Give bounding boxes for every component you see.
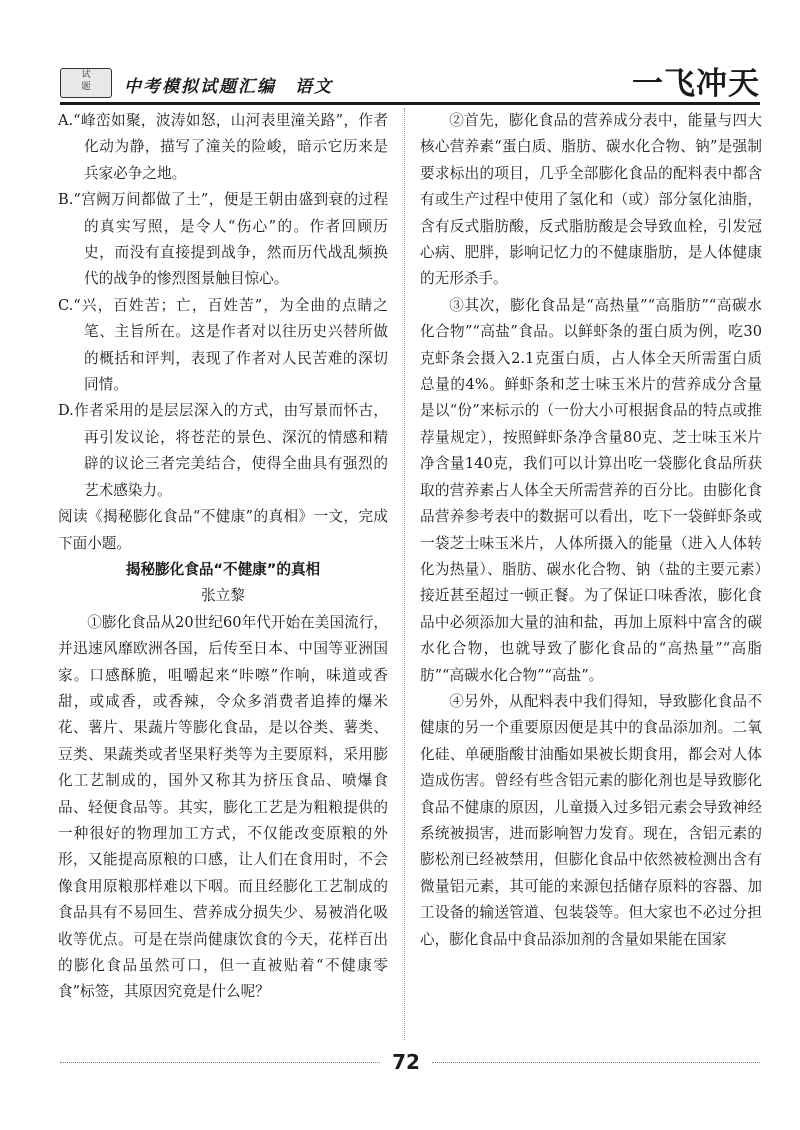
series-logo-badge [60, 68, 112, 98]
page-header [60, 58, 760, 102]
page-number: 72 [392, 1050, 420, 1074]
article-paragraph-4: ④另外，从配料表中我们得知，导致膨化食品不健康的另一个重要原因便是其中的食品添加剂。二氧化硅、单硬脂酸甘油酯如果被长期食用，都会对人体造成伤害。曾经有些含铝元素的膨化剂也是导致膨化食品不健康的原因，儿童摄入过多铝元素会导致神经系统被损害，进而影响智力发育。现在，含铝元素的膨松剂已经被禁用，但膨化食品中依然被检测出含有微量铝元素，其可能的来源包括储存原料的容器、加工设备的输送管道、包装袋等。但大家也不必过分担心，膨化食品中食品添加剂的含量如果能在国家 [420, 692, 762, 948]
article-author: 张立黎 [201, 587, 245, 605]
footer-dotted-line-right [432, 1062, 760, 1064]
brand-logo: 一飞冲天 [632, 66, 760, 102]
article-title: 揭秘膨化食品“不健康”的真相 [125, 560, 321, 578]
footer-dotted-line-left [60, 1062, 380, 1064]
option-d: D.作者采用的是层层深入的方式，由写景而怀古，再引发议论，将苍茫的景色、深沉的情感和精辟的议论三者完美结合，使得全曲具有强烈的艺术感染力。 [58, 402, 388, 499]
column-divider [404, 108, 406, 1040]
article-paragraph-2: ②首先，膨化食品的营养成分表中，能量与四大核心营养素“蛋白质、脂肪、碳水化合物、钠”是强制要求标出的项目，几乎全部膨化食品的配料表中都含有或生产过程中使用了氢化和（或）部分氢化油脂，含有反式脂肪酸，反式脂肪酸是会导致血栓，引发冠心病、肥胖，影响记忆力的不健康脂肪，是人体健康的无形杀手。 [420, 112, 762, 288]
header-rule [60, 102, 760, 105]
badge-char: 试 [81, 70, 91, 80]
article-paragraph-3: ③其次，膨化食品是“高热量”“高脂肪”“高碳水化合物”“高盐”食品。以鲜虾条的蛋白质为例，吃30克虾条会摄入2.1克蛋白质，占人体全天所需蛋白质总量的4%。鲜虾条和芝士味玉米片的营养成分含量是以“份”来标示的（一份大小可根据食品的特点或推荐量规定），按照鲜虾条净含量80克、芝士味玉米片净含量140克，我们可以计算出吃一袋膨化食品所获取的营养素占人体全天所需营养的百分比。由膨化食品营养参考表中的数据可以看出，吃下一袋鲜虾条或一袋芝士味玉米片，人体所摄入的能量（进入人体转化为热量）、脂肪、碳水化合物、钠（盐的主要元素）接近甚至超过一顿正餐。为了保证口味香浓，膨化食品中必须添加大量的油和盐，再加上原料中富含的碳水化合物，也就导致了膨化食品的“高热量”“高脂肪”“高碳水化合物”“高盐”。 [420, 296, 762, 684]
option-a: A.“峰峦如聚，波涛如怒，山河表里潼关路”，作者化动为静，描写了潼关的险峻，暗示它历来是兵家必争之地。 [58, 112, 388, 182]
reading-task-instruction: 阅读《揭秘膨化食品“不健康”的真相》一文，完成下面小题。 [58, 508, 388, 552]
article-paragraph-1: ①膨化食品从20世纪60年代开始在美国流行，并迅速风靡欧洲各国，后传至日本、中国等亚洲国家。口感酥脆，咀嚼起来“咔嚓”作响，味道或香甜，或咸香，或香辣，令众多消费者追捧的爆米花、薯片、果蔬片等膨化食品，是以谷类、薯类、豆类、果蔬类或者坚果籽类等为主要原料，采用膨化工艺制成的，国外又称其为挤压食品、喷爆食品、轻便食品等。其实，膨化工艺是为粗粮提供的一种很好的物理加工方式，不仅能改变原粮的外形，又能提高原粮的口感，让人们在食用时，不会像食用原粮那样难以下咽。而且经膨化工艺制成的食品具有不易回生、营养成分损失少、易被消化吸收等优点。可是在崇尚健康饮食的今天，花样百出的膨化食品虽然可口，但一直被贴着“不健康零食”标签，其原因究竟是什么呢？ [58, 613, 388, 1001]
series-title: 中考模拟试题汇编 语文 [124, 77, 333, 97]
right-column [420, 108, 762, 953]
option-c: C.“兴，百姓苦；亡，百姓苦”，为全曲的点睛之笔、主旨所在。这是作者对以往历史兴替所做的概括和评判，表现了作者对人民苦难的深切同情。 [58, 296, 388, 394]
left-column [58, 108, 388, 1006]
badge-char: 题 [81, 82, 91, 92]
option-b: B.“宫阙万间都做了土”，便是王朝由盛到衰的过程的真实写照，是令人“伤心”的。作者回顾历史，而没有直接提到战争，然而历代战乱频换代的战争的惨烈图景触目惊心。 [58, 191, 388, 288]
